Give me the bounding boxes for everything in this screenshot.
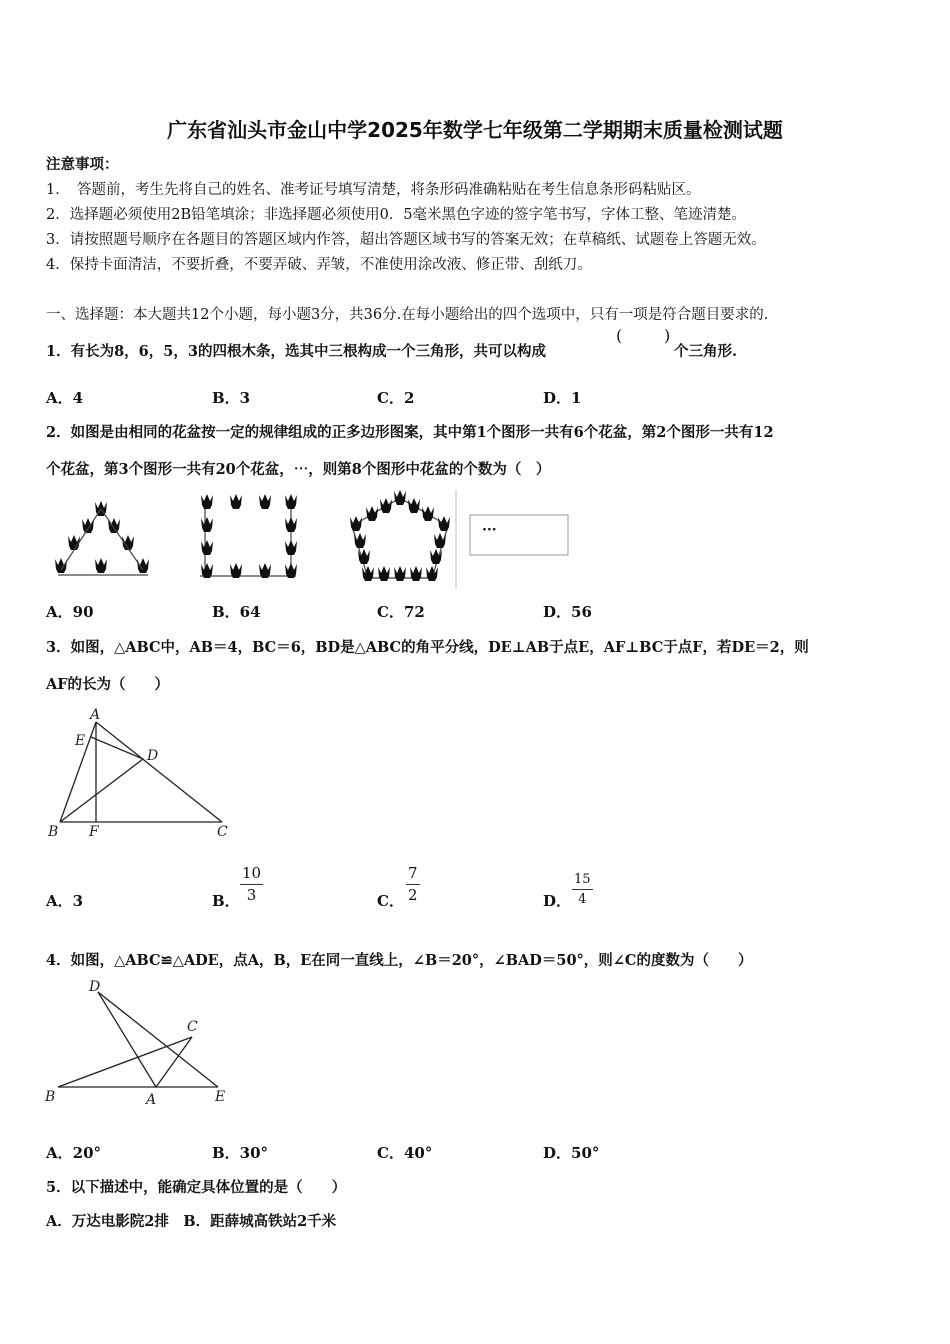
q2-stem-line2: 个花盆，第3个图形一共有20个花盆，⋯，则第8个图形中花盆的个数为（ ） xyxy=(46,461,551,478)
q4-stem: 4．如图，△ABC≌△ADE，点A，B，E在同一直线上，∠B＝20°，∠BAD＝50°，则∠C的度数为（ ） xyxy=(46,952,753,969)
fraction-denominator: 3 xyxy=(246,886,257,904)
label-e: E xyxy=(75,733,86,749)
notice-item: 1． 答题前，考生先将自己的姓名、准考证号填写清楚，将条形码准确粘贴在考生信息条形码粘贴区。 xyxy=(46,182,701,198)
q2-stem-line1: 2．如图是由相同的花盆按一定的规律组成的正多边形图案，其中第1个图形一共有6个花盆，第2个图形一共有12 xyxy=(46,424,774,441)
q4-option-c[interactable]: C．40° xyxy=(377,1144,433,1162)
section-heading: 一、选择题：本大题共12个小题，每小题3分，共36分.在每小题给出的四个选项中，只有一项是符合题目要求的. xyxy=(46,307,769,323)
q2-option-a[interactable]: A．90 xyxy=(46,603,94,621)
q1-option-c[interactable]: C．2 xyxy=(377,389,415,407)
label-d: D xyxy=(147,748,159,764)
notice-item: 4．保持卡面清洁，不要折叠，不要弄破、弄皱，不准使用涂改液、修正带、刮纸刀。 xyxy=(46,257,592,273)
fraction-denominator: 4 xyxy=(578,892,587,907)
q3-option-a[interactable]: A．3 xyxy=(46,892,84,910)
q1-paren-right: ) xyxy=(664,326,671,345)
q3-option-b[interactable]: B． xyxy=(212,892,240,910)
q5-options[interactable]: A．万达电影院2排 B．距薛城高铁站2千米 xyxy=(46,1213,337,1230)
label-c: C xyxy=(217,824,228,840)
q5-stem: 5．以下描述中，能确定具体位置的是（ ） xyxy=(46,1179,347,1196)
q4-option-d[interactable]: D．50° xyxy=(543,1144,600,1162)
q2-option-c[interactable]: C．72 xyxy=(377,603,425,621)
fraction-numerator: 7 xyxy=(406,866,420,885)
fraction-denominator: 2 xyxy=(408,886,418,904)
label-d: D xyxy=(89,979,101,995)
q4-option-a[interactable]: A．20° xyxy=(46,1144,102,1162)
q1-option-d[interactable]: D．1 xyxy=(543,389,582,407)
q4-option-b[interactable]: B．30° xyxy=(212,1144,269,1162)
q1-option-b[interactable]: B．3 xyxy=(212,389,251,407)
q2-option-d[interactable]: D．56 xyxy=(543,603,592,621)
label-f: F xyxy=(89,824,99,840)
q1-stem: 1．有长为8，6，5，3的四根木条，选其中三根构成一个三角形，共可以构成 xyxy=(46,343,546,360)
q1-paren-left: ( xyxy=(616,326,623,345)
fraction-numerator: 15 xyxy=(572,873,593,890)
q2-option-b[interactable]: B．64 xyxy=(212,603,261,621)
ellipsis-text: ··· xyxy=(482,522,497,538)
label-e: E xyxy=(215,1089,226,1105)
notice-heading: 注意事项： xyxy=(46,156,119,173)
label-a: A xyxy=(90,707,101,723)
notice-item: 2．选择题必须使用2B铅笔填涂；非选择题必须使用0．5毫米黑色字迹的签字笔书写，字体工整、笔迹清楚。 xyxy=(46,207,747,223)
notice-item: 3．请按照题号顺序在各题目的答题区域内作答，超出答题区域书写的答案无效；在草稿纸、试题卷上答题无效。 xyxy=(46,232,766,248)
label-c: C xyxy=(187,1019,198,1035)
fraction-numerator: 10 xyxy=(240,866,263,885)
page-title: 广东省汕头市金山中学2025年数学七年级第二学期期末质量检测试题 xyxy=(167,118,783,142)
label-b: B xyxy=(48,824,59,840)
q3-stem-line2: AF的长为（ ） xyxy=(46,676,170,693)
q1-stem-tail: 个三角形. xyxy=(674,343,738,360)
q3-option-c[interactable]: C． xyxy=(377,892,404,910)
label-b: B xyxy=(45,1089,56,1105)
q3-option-d[interactable]: D． xyxy=(543,892,572,910)
q1-option-a[interactable]: A．4 xyxy=(46,389,84,407)
q3-stem-line1: 3．如图，△ABC中，AB＝4，BC＝6，BD是△ABC的角平分线，DE⊥AB于点E，AF⊥BC于点F，若DE＝2，则 xyxy=(46,639,809,656)
label-a: A xyxy=(146,1092,157,1108)
